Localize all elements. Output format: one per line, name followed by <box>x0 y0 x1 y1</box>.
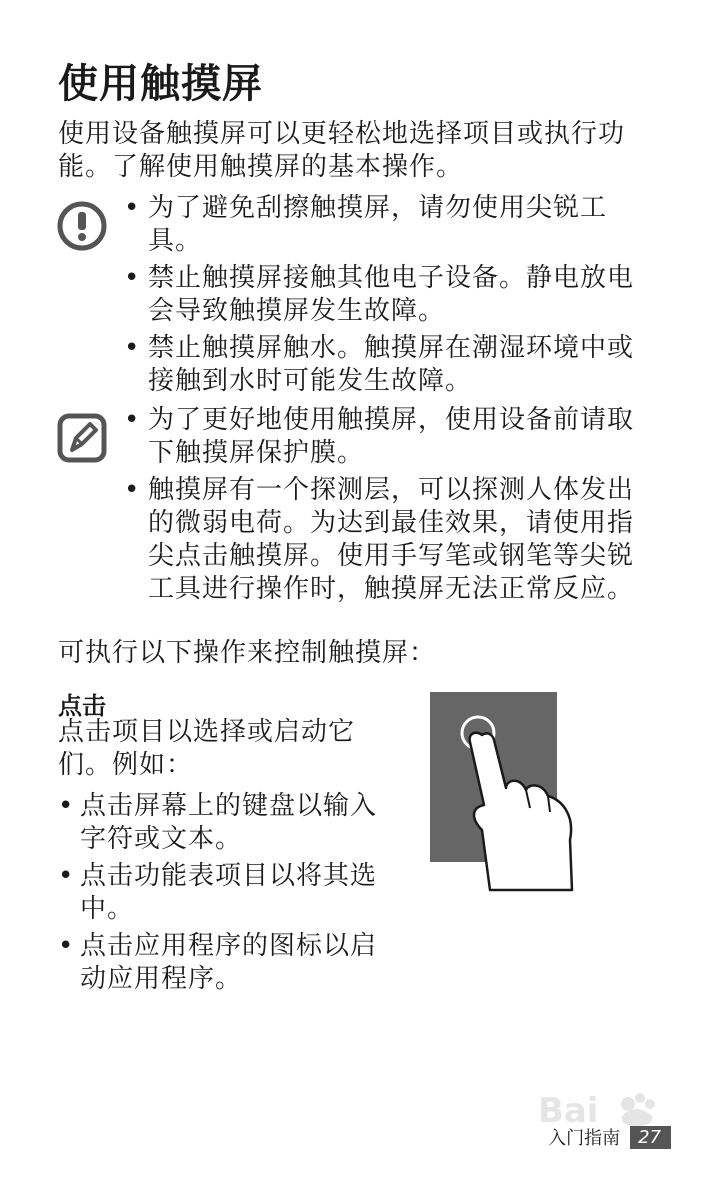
list-item: • 为了更好地使用触摸屏，使用设备前请取下触摸屏保护膜。 <box>124 404 654 470</box>
tap-examples-list <box>58 790 398 1000</box>
operations-lead: 可执行以下操作来控制触摸屏： <box>58 638 437 668</box>
svg-text:Bai: Bai <box>538 1091 599 1131</box>
list-item: • 点击屏幕上的键盘以输入字符或文本。 <box>58 790 398 856</box>
caution-list <box>124 192 654 402</box>
list-item: • 点击功能表项目以将其选中。 <box>58 860 398 926</box>
note-icon <box>56 412 108 464</box>
list-item: • 点击应用程序的图标以启动应用程序。 <box>58 930 398 996</box>
tap-description: 点击项目以选择或启动它们。例如： <box>58 717 356 780</box>
caution-icon <box>56 200 108 252</box>
list-item: • 为了避免刮擦触摸屏，请勿使用尖锐工具。 <box>124 192 654 258</box>
list-item: • 触摸屏有一个探测层，可以探测人体发出的微弱电荷。为达到最佳效果，请使用指尖点击触摸屏。使用手写笔或钢笔等尖锐工具进行操作时，触摸屏无法正常反应。 <box>124 474 654 606</box>
list-item: • 禁止触摸屏触水。触摸屏在潮湿环境中或接触到水时可能发生故障。 <box>124 332 654 398</box>
page-number: 27 <box>630 1126 671 1149</box>
page-title: 使用触摸屏 <box>58 61 263 107</box>
list-item: • 禁止触摸屏接触其他电子设备。静电放电会导致触摸屏发生故障。 <box>124 262 654 328</box>
section-label: 入门指南 <box>548 1128 621 1149</box>
page-footer <box>548 1124 671 1150</box>
intro-paragraph: 使用设备触摸屏可以更轻松地选择项目或执行功能。了解使用触摸屏的基本操作。 <box>58 119 626 182</box>
note-list <box>124 404 654 610</box>
tap-heading: 点击 <box>58 692 106 720</box>
tap-gesture-illustration <box>430 690 590 900</box>
